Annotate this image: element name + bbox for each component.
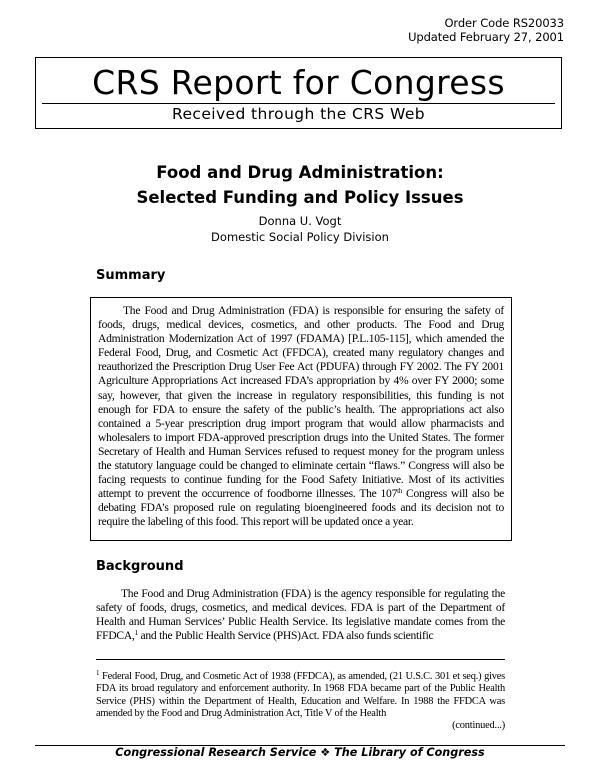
document-title-line2: Selected Funding and Policy Issues <box>136 188 464 207</box>
author-name: Donna U. Vogt <box>258 214 342 228</box>
author-division: Domestic Social Policy Division <box>211 230 389 244</box>
footer-text: Congressional Research Service ❖ The Library of Congress <box>115 746 485 759</box>
footnote-reference[interactable]: 1 <box>134 629 138 638</box>
summary-superscript: th <box>397 487 403 496</box>
updated-date: Updated February 27, 2001 <box>408 30 564 44</box>
footnote <box>96 671 505 732</box>
background-heading: Background <box>96 559 184 574</box>
order-code: Order Code RS20033 <box>444 16 564 30</box>
masthead-box <box>35 57 562 129</box>
masthead-subtitle: Received through the CRS Web <box>172 105 425 123</box>
footnote-marker: 1 <box>96 669 100 677</box>
author-block <box>0 213 600 245</box>
summary-text-part1: The Food and Drug Administration (FDA) is responsible for ensuring the safety of foods, drugs, medical devices, cosmetics, and other products. The Food and Drug Administration Modernization Act of 1997 (FDAMA) [P.L.105-115], which amended the Federal Food, Drug, and Cosmetic Act (FFDCA), created many regulatory changes and reauthorized the Prescription Drug User Fee Act (PDUFA) through FY 2002. The FY 2001 Agriculture Appropriations Act increased FDA’s appropriation by 4% over FY 2000; some say, however, that given the increase in regulatory responsibilities, this funding is not enough for FDA to ensure the safety of the public’s health. The appropriations act also contained a 5-year prescription drug import program that would allow pharmacists and wholesalers to import FDA-approved prescription drugs into the United States. The former Secretary of Health and Human Services refused to request money for the program unless the statutory language could be changed to eliminate certain “flaws.” Congress will also be facing requests to continue funding for the Food Safety Initiative. Most of its activities attempt to prevent the occurrence of foodborne illnesses. The 107 <box>98 305 504 501</box>
summary-box <box>90 297 512 541</box>
footnote-divider <box>96 659 505 660</box>
background-paragraph <box>96 587 505 643</box>
footnote-body: Federal Food, Drug, and Cosmetic Act of 1938 (FFDCA), as amended, (21 U.S.C. 301 et seq.) gives FDA its broad regulatory and enforcement authority. In 1968 FDA became part of the Public Health Service (PHS) within the Department of Health, Education and Welfare. In 1988 the FFDCA was amended by the Food and Drug Administration Act, Title V of the Health <box>96 671 505 719</box>
document-title <box>0 160 600 210</box>
document-title-line1: Food and Drug Administration: <box>156 163 444 182</box>
summary-heading: Summary <box>96 268 166 283</box>
footnote-continued: (continued...) <box>452 720 505 732</box>
order-info <box>408 16 564 44</box>
footnote-text <box>96 671 505 720</box>
summary-text-part2: Congress will also be debating FDA’s proposed rule on regulating bioengineered foods and its decision not to require the labeling of this food. This report will be updated once a year. <box>98 488 504 529</box>
summary-paragraph <box>98 304 504 530</box>
background-text-part1: The Food and Drug Administration (FDA) is the agency responsible for regulating the safety of foods, drugs, cosmetics, and medical devices. FDA is part of the Department of Health and Human Services’ Public Health Service. Its legislative mandate comes from the FFDCA, <box>96 588 505 643</box>
background-text-part2: and the Public Health Service (PHS)Act. FDA also funds scientific <box>137 630 434 643</box>
masthead-title: CRS Report for Congress <box>92 63 505 102</box>
